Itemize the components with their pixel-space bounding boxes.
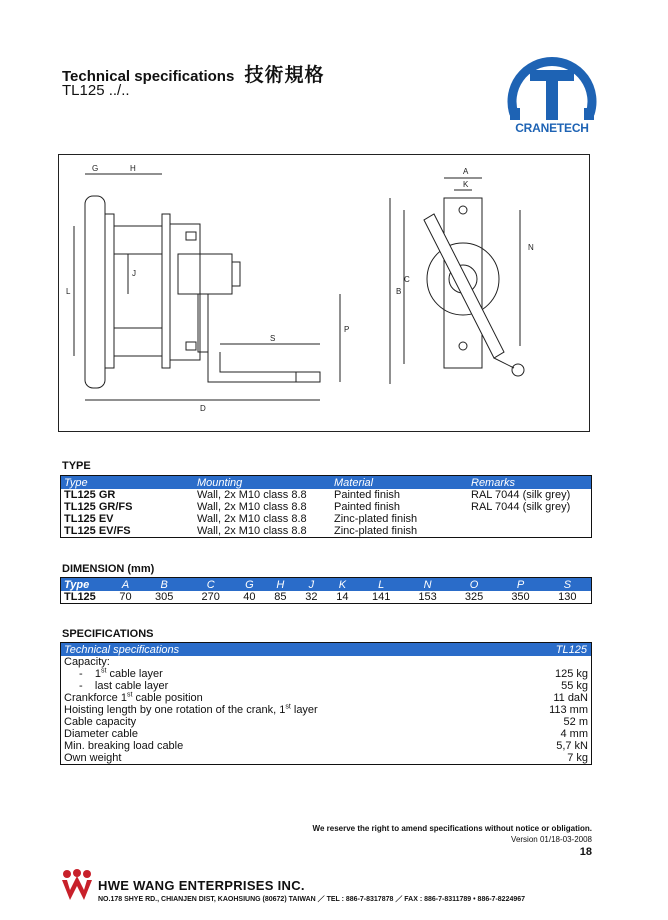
dim-label-h: H — [130, 164, 136, 173]
table-row — [61, 656, 592, 668]
cell: RAL 7044 (silk grey) — [471, 501, 571, 513]
cell: TL125 — [64, 591, 96, 603]
dim-label-g: G — [92, 164, 99, 173]
cell: TL125 GR/FS — [64, 501, 133, 513]
col-header: L — [358, 578, 404, 592]
cell — [61, 704, 512, 716]
col-header: A — [110, 578, 141, 592]
type-section-label: TYPE — [62, 460, 91, 472]
cell — [468, 525, 592, 538]
cell: Diameter cable — [64, 728, 138, 740]
type-table — [60, 475, 592, 538]
text: layer — [290, 704, 318, 716]
cell: 70 — [119, 591, 132, 603]
logo-text: CRANETECH — [515, 121, 589, 135]
dim-label-s: S — [270, 334, 276, 343]
col-header: G — [234, 578, 265, 592]
cell: Wall, 2x M10 class 8.8 — [197, 513, 307, 525]
cell: Zinc-plated finish — [334, 513, 418, 525]
text: last cable layer — [94, 680, 169, 692]
version-text: Version 01/18-03-2008 — [511, 835, 592, 844]
cell: 113 mm — [549, 704, 588, 716]
table-row — [61, 513, 592, 525]
table-row — [61, 668, 592, 680]
col-header: H — [265, 578, 296, 592]
cell: 5,7 kN — [556, 740, 588, 752]
page-number: 18 — [579, 846, 592, 858]
technical-drawing — [58, 154, 590, 432]
cell: Painted finish — [334, 501, 401, 513]
company-address: NO.178 SHYE RD., CHIANJEN DIST, KAOHSIUNG (80672) TAIWAN ／ TEL : 886-7-8317878 ／ FAX : 886-7-8311789 • 886-7-8224967 — [98, 896, 526, 903]
table-row — [61, 692, 592, 704]
cell — [61, 692, 512, 704]
col-header: S — [544, 578, 592, 592]
cell — [468, 513, 592, 525]
spec-header-left: Technical specifications — [61, 643, 512, 657]
cell: 325 — [464, 591, 484, 603]
dim-label-n: N — [528, 243, 534, 252]
cell: 4 mm — [560, 728, 588, 740]
dim-label-a: A — [463, 167, 469, 176]
specifications-section-label: SPECIFICATIONS — [62, 628, 154, 640]
cell: 7 kg — [567, 752, 588, 764]
company-name: HWE WANG ENTERPRISES INC. — [98, 878, 305, 893]
cell: 55 kg — [561, 680, 588, 692]
cell: 125 kg — [554, 668, 588, 680]
cell: 153 — [418, 591, 437, 603]
table-row — [61, 525, 592, 538]
cell: 32 — [305, 591, 318, 603]
sup: st — [101, 667, 107, 675]
cell: TL125 GR — [64, 489, 116, 501]
cell — [61, 680, 512, 692]
cell: 130 — [558, 591, 577, 603]
cell: Wall, 2x M10 class 8.8 — [197, 525, 307, 537]
table-row — [61, 728, 592, 740]
model-subtitle: TL125 ../.. — [62, 82, 130, 99]
dim-label-j: J — [132, 269, 136, 278]
col-remarks: Remarks — [468, 476, 592, 490]
col-material: Material — [331, 476, 468, 490]
col-header: Type — [61, 578, 111, 592]
col-header: P — [497, 578, 543, 592]
disclaimer-note: We reserve the right to amend specifications without notice or obligation. — [312, 824, 592, 833]
col-header: J — [296, 578, 327, 592]
dim-label-d: D — [200, 404, 206, 413]
bullet: - — [79, 680, 83, 692]
text: Hoisting length by one rotation of the crank, 1 — [64, 704, 286, 716]
cell: Capacity: — [64, 656, 110, 668]
col-type: Type — [61, 476, 195, 490]
dimension-table-header — [61, 578, 592, 592]
dimension-table — [60, 577, 592, 604]
cell: TL125 EV/FS — [64, 525, 131, 537]
dim-label-k: K — [463, 180, 469, 189]
cell — [61, 668, 512, 680]
hwe-wang-logo — [60, 868, 94, 902]
cell: TL125 EV — [64, 513, 114, 525]
dim-label-l: L — [66, 287, 71, 296]
col-header: N — [404, 578, 450, 592]
cell: Min. breaking load cable — [64, 740, 184, 752]
text: Crankforce 1 — [64, 692, 127, 704]
cell: RAL 7044 (silk grey) — [471, 489, 571, 501]
table-row — [61, 740, 592, 752]
cell: 85 — [274, 591, 287, 603]
col-header: C — [187, 578, 233, 592]
cell: Painted finish — [334, 489, 401, 501]
title-cjk: 技術規格 — [244, 64, 325, 86]
col-header: O — [451, 578, 497, 592]
text: 1 — [94, 668, 102, 680]
dimension-section-label: DIMENSION (mm) — [62, 563, 155, 575]
sup: st — [285, 703, 291, 711]
col-header: K — [327, 578, 358, 592]
table-row — [61, 716, 592, 728]
cell: 52 m — [563, 716, 588, 728]
table-row — [61, 501, 592, 513]
spec-table-header — [61, 643, 592, 657]
dim-label-p: P — [344, 325, 350, 334]
cell: 270 — [201, 591, 220, 603]
cell: Zinc-plated finish — [334, 525, 418, 537]
table-row — [61, 489, 592, 501]
text: cable position — [132, 692, 203, 704]
cell: 141 — [371, 591, 391, 603]
text: cable layer — [106, 668, 163, 680]
type-table-header — [61, 476, 592, 490]
col-mounting: Mounting — [194, 476, 331, 490]
table-row — [61, 591, 592, 604]
spec-header-right: TL125 — [512, 643, 592, 657]
dim-label-b: B — [396, 287, 402, 296]
table-row — [61, 680, 592, 692]
cell: 14 — [336, 591, 349, 603]
cell: 350 — [511, 591, 530, 603]
table-row — [61, 752, 592, 765]
cell: 11 daN — [553, 692, 588, 704]
bullet: - — [79, 668, 83, 680]
sup: st — [126, 691, 133, 699]
title-text: Technical specifications — [62, 68, 235, 85]
cell: 40 — [243, 591, 256, 603]
dim-label-c: C — [404, 275, 410, 284]
cell: 305 — [155, 591, 174, 603]
specifications-table — [60, 642, 592, 765]
cell: Own weight — [64, 752, 122, 764]
col-header: B — [141, 578, 187, 592]
cell: Wall, 2x M10 class 8.8 — [197, 489, 307, 501]
cell: Wall, 2x M10 class 8.8 — [197, 501, 307, 513]
cell: Cable capacity — [64, 716, 137, 728]
table-row — [61, 704, 592, 716]
